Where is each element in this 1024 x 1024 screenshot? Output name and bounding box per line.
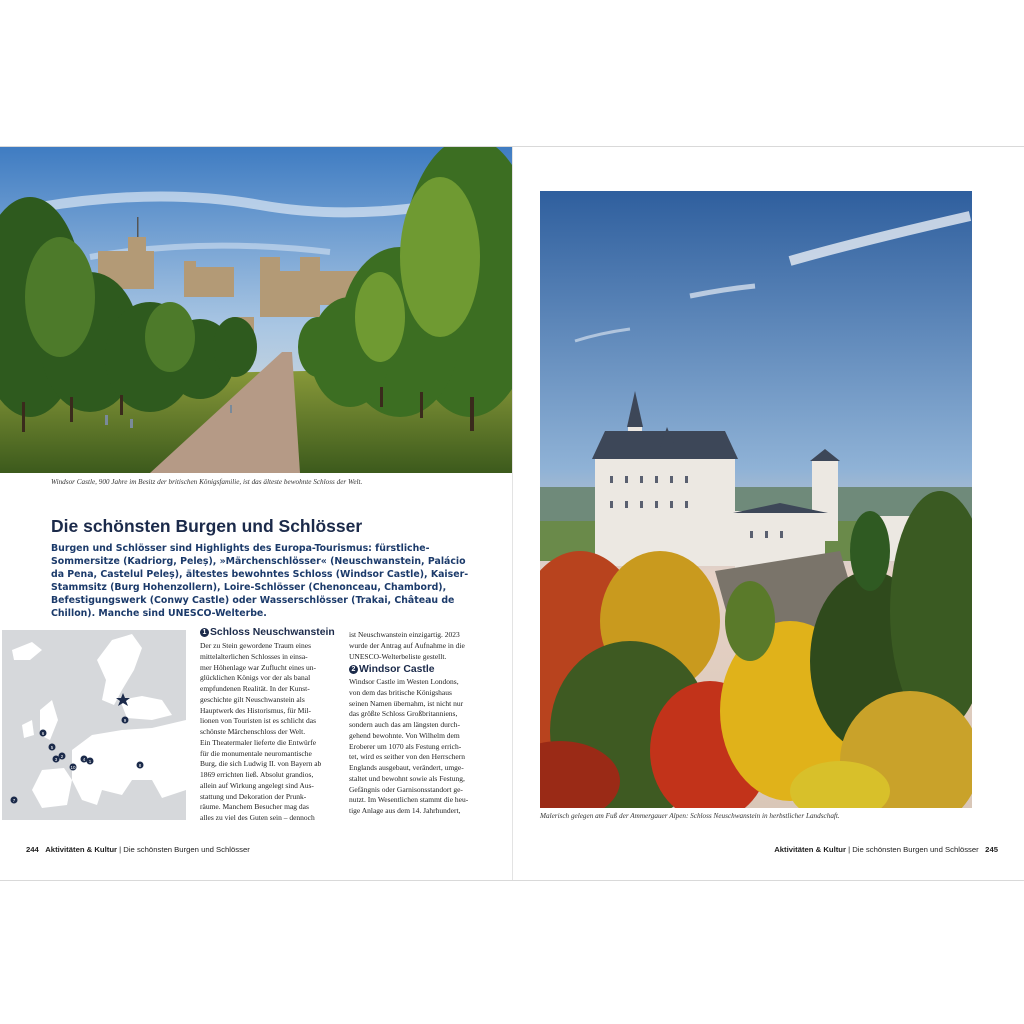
text-line: geschichte gilt Neuschwanstein als (200, 694, 305, 704)
map-marker-label: 8 (138, 762, 142, 768)
text-line: stattung und Dekoration der Prunk- (200, 791, 307, 801)
text-line: Ein Theatermaler lieferte die Entwürfe (200, 737, 317, 747)
text-line: lionen von Touristen ist es schlicht das (200, 716, 316, 726)
text-line: Der zu Stein gewordene Traum eines (200, 641, 312, 650)
photo-caption: Malerisch gelegen am Fuß der Ammergauer Alpen: Schloss Neuschwanstein in herbstlicher Landschaft. (540, 812, 840, 820)
folio-topic: Die schönsten Burgen und Schlösser (123, 845, 250, 854)
lead-paragraph: Burgen und Schlösser sind Highlights des Europa-Tourismus: fürstliche-Sommersitze (Kadriorg, Peleș), »Märchenschlösser« (Neuschwanstein, Palácio da Pena, Castelul Peleș), ältestes bewohntes Schloss (Windsor Castle), Kaiser-Stammsitz (Burg Hohenzollern), Loire-Schlösser (Chenonceau, Chambord), Befestigungswerk (Conwy Castle) oder Wasserschlösser (Trakai, Château de Chillon). Manche sind UNESCO-Welterbe. (51, 543, 469, 619)
europe-map (2, 630, 186, 820)
page-title: Die schönsten Burgen und Schlösser (51, 516, 363, 536)
text-line: mittelalterlichen Schlosses in einsa- (200, 651, 308, 661)
gutter (512, 147, 513, 880)
text-line: glücklichen Königs vor der als banal (200, 673, 311, 683)
map-marker-label: 2 (60, 753, 64, 759)
folio-section: Aktivitäten & Kultur (774, 845, 846, 854)
text-line: das größte Schloss Großbritanniens, (349, 709, 458, 719)
map-marker-label: 9 (123, 717, 127, 723)
map-marker-label: 6 (41, 730, 45, 736)
text-line: nutzt. Im Wesentlichen stammt die heu- (349, 795, 469, 805)
text-line: Burg, die sich Ludwig II. von Bayern ab (200, 759, 322, 769)
windsor-castle-photo (0, 147, 512, 473)
text-line: staltet und bewohnt sowie als Festung, (349, 773, 465, 783)
book-spread (0, 146, 1024, 881)
text-line: gehend bewohnte. Von Wilhelm dem (349, 730, 460, 740)
left-folio (26, 845, 250, 854)
map-marker-label: 7 (12, 797, 16, 803)
page-number: 244 (26, 845, 39, 854)
text-line: Hauptwerk des Historismus, für Mil- (200, 705, 312, 715)
hero-caption: Windsor Castle, 900 Jahre im Besitz der britischen Königsfamilie, ist das älteste bewohnte Schloss der Welt. (51, 478, 363, 486)
map-marker-label: 10 (70, 764, 76, 770)
text-line: schönste Märchenschloss der Welt. (200, 727, 306, 736)
text-line: tige Anlage aus dem 14. Jahrhundert, (349, 806, 461, 815)
map-marker-label: 4 (82, 756, 86, 762)
folio-topic: Die schönsten Burgen und Schlösser (852, 845, 979, 854)
text-line: Windsor Castle im Westen Londons, (349, 677, 459, 686)
section-heading-text: Windsor Castle (359, 664, 435, 676)
text-line: für die monumentale neuromantische (200, 748, 312, 758)
map-marker-label: 1 (88, 758, 92, 764)
page-number: 245 (985, 845, 998, 854)
text-line: räume. Manchem Besucher mag das (200, 802, 309, 812)
map-marker-label: 5 (50, 744, 54, 750)
text-line: wurde der Antrag auf Aufnahme in die (349, 640, 465, 650)
right-folio (774, 845, 998, 854)
text-line: mer Höhenlage war Zuflucht eines un- (200, 662, 316, 672)
text-line: Englands ausgebaut, verändert, umge- (349, 763, 464, 772)
folio-section: Aktivitäten & Kultur (45, 845, 118, 854)
text-line: von dem das britische Königshaus (349, 687, 452, 697)
text-line: alles zu viel des Guten sein – dennoch (200, 813, 315, 822)
section-heading-text: Schloss Neuschwanstein (210, 627, 335, 638)
text-line: sondern auch das am längsten durch- (349, 720, 461, 729)
map-marker-label: 3 (54, 756, 58, 762)
section-heading-windsor (349, 665, 485, 676)
section-number-badge: 2 (349, 665, 358, 674)
text-line: Gefängnis oder Garnisonsstandort ge- (349, 784, 463, 794)
text-line: 1869 errichten ließ. Absolut grandios, (200, 770, 314, 779)
windsor-text-column (349, 630, 485, 817)
section-heading-neuschwanstein (200, 627, 335, 638)
text-line: allein auf Wirkung angelegt sind Aus- (200, 780, 314, 790)
text-line: Eroberer um 1070 als Festung errich- (349, 741, 462, 751)
text-line: seinen Namen übernahm, ist nicht nur (349, 698, 464, 708)
text-line: empfundenen Realität. In der Kunst- (200, 684, 310, 693)
folio-separator: | (848, 845, 851, 854)
section-number-badge: 1 (200, 628, 209, 637)
neuschwanstein-photo (540, 191, 972, 808)
folio-separator: | (119, 845, 122, 854)
text-line: UNESCO-Welterbeliste gestellt. (349, 651, 447, 661)
text-line: tet, wird es seither von den Herrschern (349, 752, 466, 762)
text-line: ist Neuschwanstein einzigartig. 2023 (349, 630, 460, 639)
neuschwanstein-text-column (200, 641, 345, 824)
